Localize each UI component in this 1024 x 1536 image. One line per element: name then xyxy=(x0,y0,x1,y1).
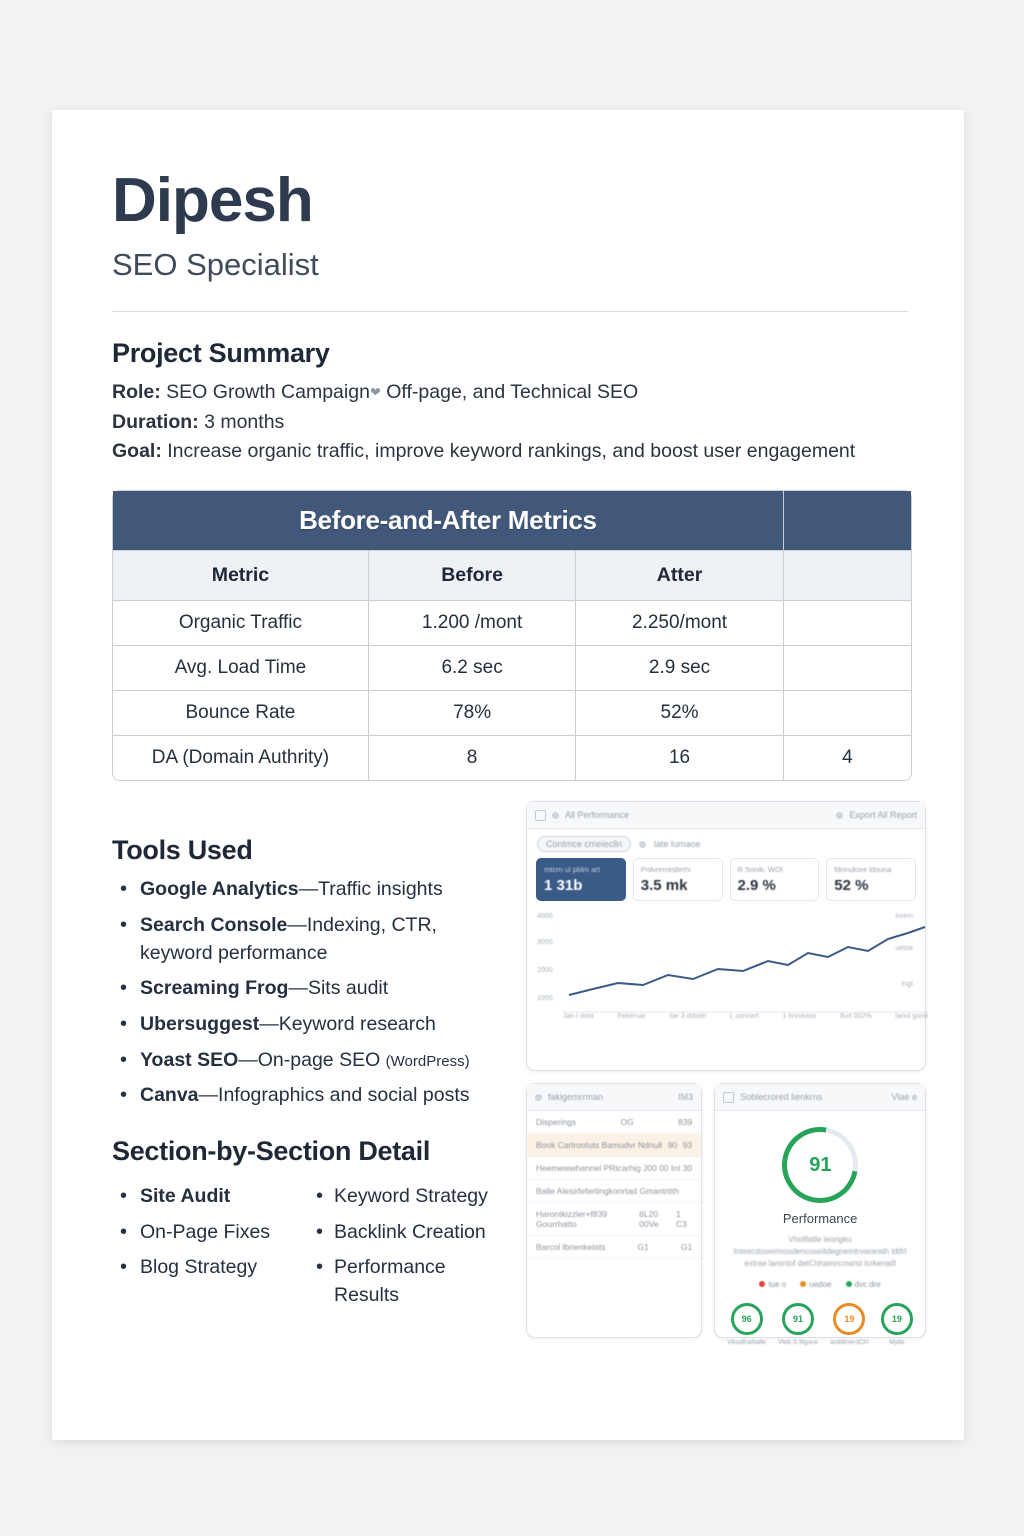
gauge-title: Soblecrored lienkrns xyxy=(740,1092,823,1103)
kpi-card[interactable] xyxy=(826,858,916,901)
cell-before: 1.200 /mont xyxy=(368,601,575,646)
legend-item xyxy=(759,1280,786,1289)
table-header-row xyxy=(113,551,911,601)
mini-gauge-value: 19 xyxy=(891,1314,902,1325)
mini-gauge xyxy=(727,1303,766,1346)
page-subtitle: SEO Specialist xyxy=(112,247,319,283)
row-value-b: 30 xyxy=(682,1163,693,1174)
legend-item xyxy=(846,1280,881,1289)
x-axis-label: Jan t dota xyxy=(563,1013,594,1021)
metrics-table-wrapper xyxy=(112,490,912,781)
row-label: Book Carlrootuts Bamudvr Ndnull xyxy=(536,1140,663,1151)
section-label: Site Audit xyxy=(140,1184,231,1207)
mini-gauge xyxy=(778,1303,818,1346)
cell-metric: Organic Traffic xyxy=(113,601,368,646)
legend-label: dvc dre xyxy=(854,1280,881,1290)
document-icon xyxy=(723,1092,734,1103)
tools-heading: Tools Used xyxy=(112,835,253,866)
goal-value: Increase organic traffic, improve keyword rankings, and boost user engagement xyxy=(167,440,856,463)
cell-extra xyxy=(783,601,911,646)
kpi-row xyxy=(527,852,925,901)
sections-heading: Section-by-Section Detail xyxy=(112,1135,431,1166)
row-label: Barcol lbrienkelats xyxy=(536,1242,606,1253)
tool-name: Search Console xyxy=(140,913,288,936)
cell-after: 2.9 sec xyxy=(576,646,783,691)
y-axis-label: 4000 xyxy=(537,913,553,921)
kpi-card[interactable] xyxy=(730,858,820,901)
table-title-spacer xyxy=(783,491,911,551)
menu-icon[interactable] xyxy=(535,810,546,821)
sections-column-2 xyxy=(308,1183,504,1318)
cell-extra: 4 xyxy=(842,747,853,769)
list-item xyxy=(112,975,504,1003)
mini-gauge-ring xyxy=(881,1303,913,1335)
cell-extra xyxy=(783,646,911,691)
table-row xyxy=(113,736,911,781)
table-row xyxy=(113,691,911,736)
chart-corner-label: lorem xyxy=(895,913,913,921)
gauge-header-right: Vlae e xyxy=(891,1092,917,1103)
tool-note: (WordPress) xyxy=(385,1052,470,1070)
cell-metric: Avg. Load Time xyxy=(113,646,368,691)
mini-gauge-value: 96 xyxy=(741,1314,752,1325)
left-column xyxy=(112,809,504,1346)
row-label: Balle Alesirfefertingkonrtad Gmantrtith xyxy=(536,1186,680,1197)
chart-corner-label: lngt xyxy=(901,981,913,989)
status-dot-icon xyxy=(552,812,559,819)
section-label: Backlink Creation xyxy=(334,1220,486,1243)
role-value: SEO Growth Campaign xyxy=(166,381,370,404)
table-row xyxy=(113,646,911,691)
cell-before: 6.2 sec xyxy=(368,646,575,691)
cell-after: 16 xyxy=(576,736,783,781)
kpi-value: 52 % xyxy=(834,877,869,895)
list-item xyxy=(112,1047,504,1075)
duration-value: 3 months xyxy=(204,410,285,433)
gauge-toolbar xyxy=(715,1084,925,1111)
mini-gauge-ring xyxy=(833,1303,865,1335)
mini-gauge-value: 91 xyxy=(792,1314,803,1325)
tool-desc: —Traffic insights xyxy=(298,878,443,901)
table-title-row xyxy=(113,491,911,551)
list-item xyxy=(112,1082,504,1110)
row-label: Heemewwhannel PRtcarhig xyxy=(536,1163,641,1174)
sections-two-columns xyxy=(112,1177,504,1318)
bookmark-icon[interactable] xyxy=(836,812,843,819)
kpi-label: mtcrn ul pblm art xyxy=(544,865,600,875)
cell-metric: Bounce Rate xyxy=(113,691,368,736)
cell-extra xyxy=(783,691,911,736)
bottom-screenshots-row xyxy=(526,1083,926,1347)
list-item xyxy=(112,1183,308,1211)
list-item[interactable] xyxy=(527,1180,701,1203)
list-item[interactable] xyxy=(527,1203,701,1236)
tool-desc: —Sits audit xyxy=(288,977,389,1000)
cell-before: 78% xyxy=(368,691,575,736)
list-title: fakigemrrman xyxy=(548,1092,604,1103)
cell-after: 52% xyxy=(576,691,783,736)
list-item[interactable] xyxy=(527,1134,701,1157)
duration-label: Duration: xyxy=(112,410,199,433)
tools-list xyxy=(112,876,504,1110)
list-item xyxy=(308,1219,504,1247)
list-item xyxy=(112,1011,504,1039)
row-value-b: 1 C3 xyxy=(675,1209,687,1230)
mini-gauge xyxy=(830,1303,869,1346)
header-divider xyxy=(112,311,908,312)
legend-item xyxy=(800,1280,831,1289)
x-axis-label: llar 3 ddode xyxy=(669,1013,707,1021)
grid-icon xyxy=(535,1094,542,1101)
mini-gauge-label: Vleb S tfigsce xyxy=(778,1339,818,1347)
list-item[interactable] xyxy=(527,1236,701,1259)
tool-name: Google Analytics xyxy=(140,878,299,901)
date-range-label[interactable]: late lumaoe xyxy=(654,839,701,850)
metrics-table xyxy=(113,491,911,780)
column-header-before: Before xyxy=(368,551,575,601)
kpi-label: R Sonik: WOl xyxy=(737,865,783,875)
filter-dropdown[interactable]: Contmce cmeieclln xyxy=(537,836,631,852)
list-item xyxy=(112,912,504,967)
kpi-label: Prdvrerresbrrhi xyxy=(640,865,691,875)
x-axis-label: flurt 002% xyxy=(840,1013,872,1021)
mini-gauge-label: arddlinerdCl0 xyxy=(830,1339,869,1347)
row-value-b: 839 xyxy=(677,1117,693,1128)
goal-label: Goal: xyxy=(112,440,162,463)
x-axis-label: L connert xyxy=(729,1013,759,1021)
x-axis-label: Feberuar xyxy=(617,1013,646,1021)
x-axis-label: fanol gonb xyxy=(895,1013,928,1021)
right-column xyxy=(526,801,928,1347)
row-label: Harontkizzler+f839 Gourrhatto xyxy=(536,1209,608,1230)
sections-column-1 xyxy=(112,1183,308,1318)
y-axis-label: 3000 xyxy=(537,939,553,947)
duration-line xyxy=(112,409,908,437)
mini-gauge xyxy=(881,1303,913,1346)
cell-metric: DA (Domain Authrity) xyxy=(113,736,368,781)
role-value-cont: Off-page, and Technical SEO xyxy=(386,381,639,404)
row-label: Disperings xyxy=(536,1117,577,1128)
list-toolbar xyxy=(527,1084,701,1111)
column-header-extra xyxy=(783,551,911,601)
cell-after: 2.250/mont xyxy=(576,601,783,646)
calendar-icon xyxy=(639,841,646,848)
tool-name: Yoast SEO xyxy=(140,1048,239,1071)
list-item[interactable] xyxy=(527,1157,701,1180)
y-axis-label: 2000 xyxy=(537,967,553,975)
performance-caption: Performance xyxy=(782,1211,858,1227)
export-report-button[interactable]: Export All Report xyxy=(849,810,917,821)
project-summary-heading: Project Summary xyxy=(112,338,330,369)
column-header-after: Atter xyxy=(576,551,783,601)
kpi-card[interactable] xyxy=(536,858,626,901)
resume-page xyxy=(52,110,964,1440)
section-label: Performance Results xyxy=(334,1256,446,1307)
mini-gauge-value: 19 xyxy=(844,1314,855,1325)
chart-corner-label: uetoe xyxy=(895,945,913,953)
tool-name: Canva xyxy=(140,1084,199,1107)
list-header-right: IM3 xyxy=(678,1092,694,1103)
cell-before: 8 xyxy=(368,736,575,781)
analytics-title: All Performance xyxy=(565,810,630,821)
tool-name: Screaming Frog xyxy=(140,977,289,1000)
section-label: On-Page Fixes xyxy=(140,1220,271,1243)
performance-gauge xyxy=(767,1112,873,1218)
performance-screenshot[interactable] xyxy=(714,1083,926,1347)
list-item xyxy=(308,1183,504,1211)
tool-desc: —Infographics and social posts xyxy=(198,1084,470,1107)
row-value-b: 93 xyxy=(682,1140,693,1151)
traffic-line-chart xyxy=(537,909,928,1029)
mini-gauge-ring xyxy=(782,1303,814,1335)
list-item xyxy=(112,1254,308,1282)
section-label: Blog Strategy xyxy=(140,1256,258,1279)
role-label: Role: xyxy=(112,381,161,404)
goal-line xyxy=(112,438,908,466)
mini-gauge-label: Mytle xyxy=(889,1339,905,1347)
analytics-screenshot[interactable] xyxy=(526,801,926,1071)
table-title: Before-and-After Metrics xyxy=(113,491,783,551)
section-label: Keyword Strategy xyxy=(334,1184,488,1207)
column-header-metric: Metric xyxy=(113,551,368,601)
performance-description: Vhofilatle leorigku Intescdoseirmosdencoseitdegnemtrvararath ldtfrl extrae larontof detChhamncnwrst lcrkenatll xyxy=(733,1235,907,1269)
keyword-list-screenshot[interactable] xyxy=(526,1083,702,1338)
tool-desc: —Keyword research xyxy=(259,1012,436,1035)
list-item[interactable] xyxy=(527,1111,701,1134)
kpi-value: 2.9 % xyxy=(737,877,776,895)
analytics-toolbar xyxy=(527,802,925,829)
mini-gauge-ring xyxy=(731,1303,763,1335)
kpi-value: 3.5 mk xyxy=(640,877,688,895)
kpi-value: 1 31b xyxy=(544,877,583,895)
tool-desc: —On-page SEO xyxy=(238,1048,386,1071)
tool-name: Ubersuggest xyxy=(140,1012,260,1035)
row-value-a: G1 xyxy=(637,1242,649,1253)
tool-desc: —Indexing, CTR, keyword performance xyxy=(140,913,437,964)
kpi-card[interactable] xyxy=(633,858,723,901)
row-value-a: OG xyxy=(620,1117,634,1128)
mini-gauges xyxy=(715,1303,925,1346)
row-value-b: G1 xyxy=(680,1242,693,1253)
gauge-legend xyxy=(715,1280,925,1289)
legend-label: uedoe xyxy=(809,1280,832,1290)
table-row xyxy=(113,601,911,646)
performance-score: 91 xyxy=(808,1153,832,1176)
row-value-a: J00 00 Int xyxy=(643,1163,681,1174)
row-value-a: 90 xyxy=(667,1140,678,1151)
legend-label: tue o xyxy=(768,1280,787,1290)
page-title: Dipesh xyxy=(112,166,313,235)
heart-icon: ❤ xyxy=(369,384,381,400)
mini-gauge-label: Vksulfraihalle xyxy=(727,1339,766,1347)
kpi-label: fdnnuksre ldsuna xyxy=(834,865,892,875)
row-value-a: 6L20 00Ve xyxy=(639,1209,659,1230)
lower-area xyxy=(112,809,928,1347)
y-axis-label: 1000 xyxy=(537,995,553,1003)
list-item xyxy=(308,1254,504,1309)
list-item xyxy=(112,876,504,904)
role-line xyxy=(112,379,908,407)
x-axis-label: 1 hrvokass xyxy=(782,1013,817,1021)
list-item xyxy=(112,1219,308,1247)
